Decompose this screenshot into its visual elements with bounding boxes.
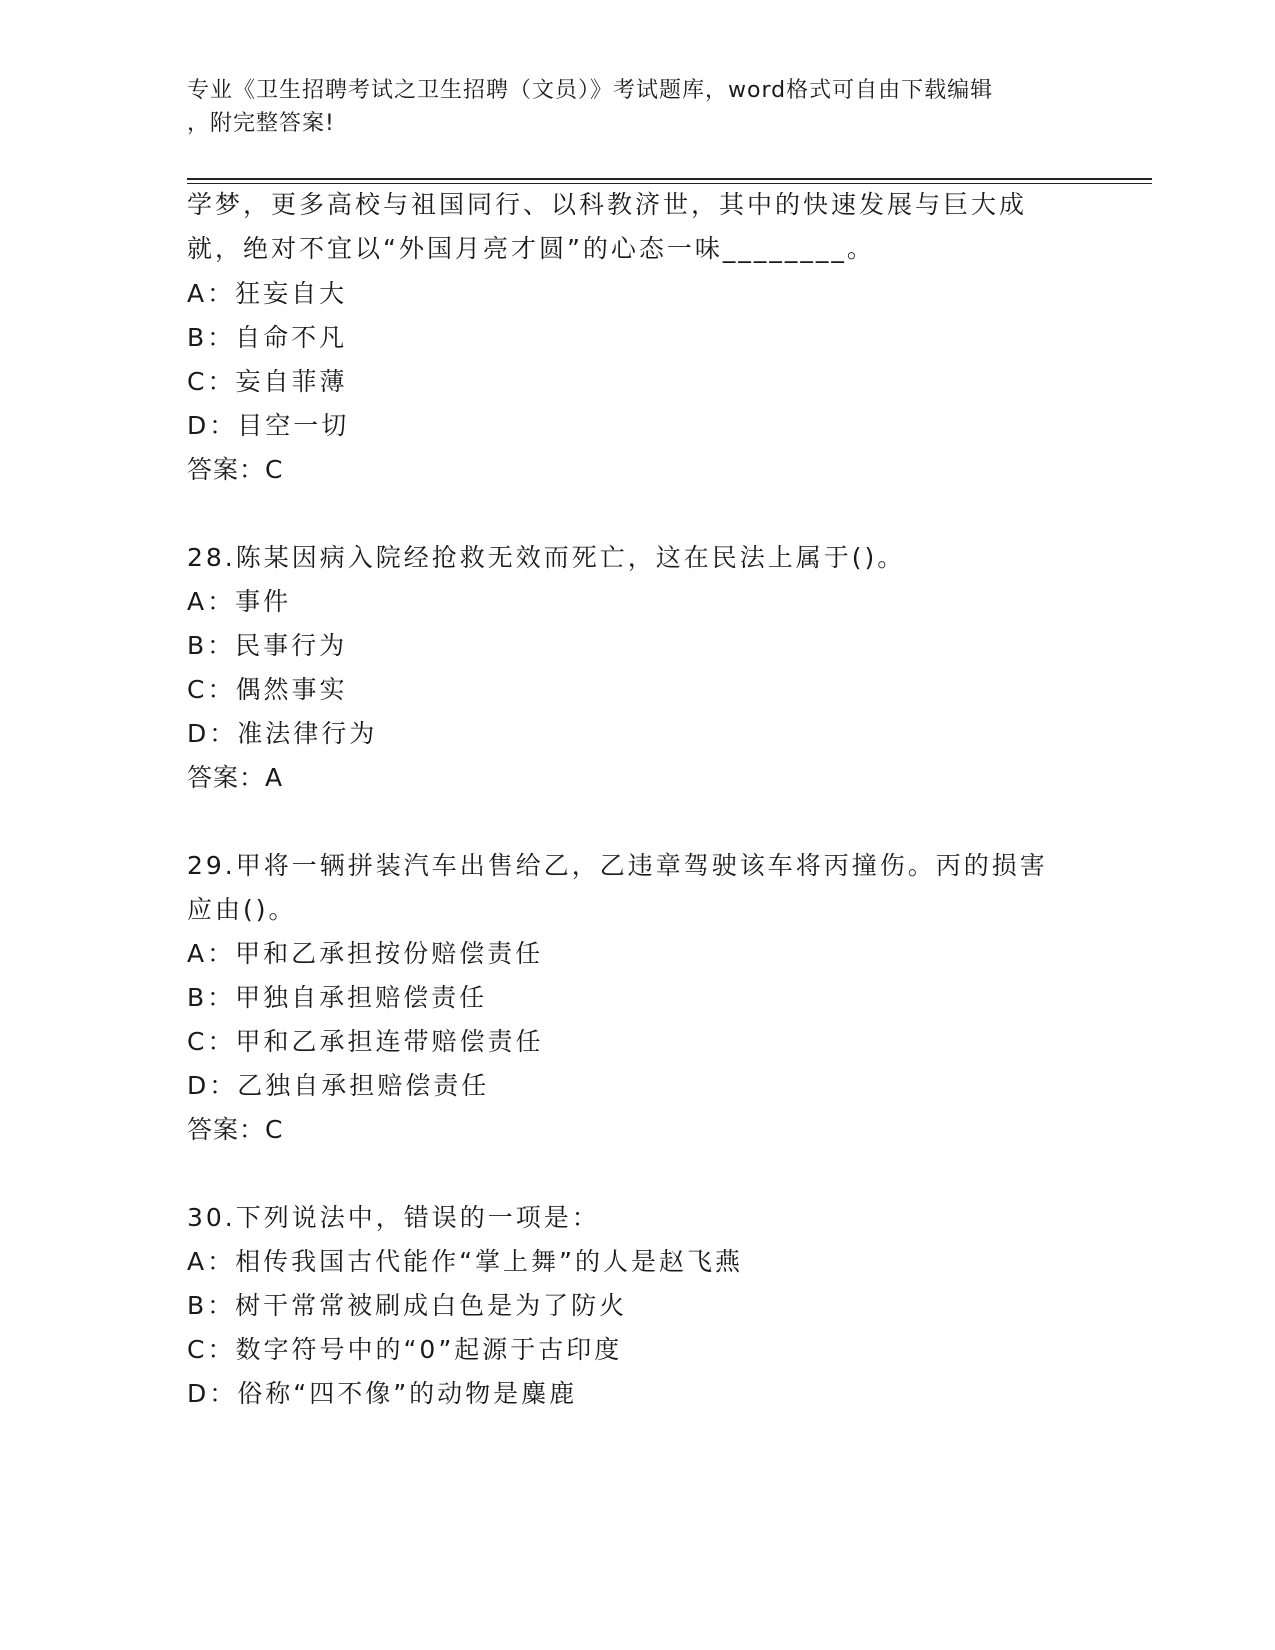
q28-option-d: D：准法律行为	[187, 719, 378, 748]
document-header	[187, 74, 1087, 140]
q29-option-a: A：甲和乙承担按份赔偿责任	[187, 939, 544, 968]
q27-option-b: B：自命不凡	[187, 323, 348, 352]
q28-option-b: B：民事行为	[187, 631, 348, 660]
q29-text-line-1: 29.甲将一辆拼装汽车出售给乙，乙违章驾驶该车将丙撞伤。丙的损害	[187, 851, 1048, 880]
q27-option-c: C：妄自菲薄	[187, 367, 348, 396]
q27-text-line-2: 就，绝对不宜以“外国月亮才圆”的心态一味________。	[187, 234, 875, 263]
q30-option-a: A：相传我国古代能作“掌上舞”的人是赵飞燕	[187, 1247, 744, 1276]
q30-option-c: C：数字符号中的“0”起源于古印度	[187, 1335, 623, 1364]
q27-option-a: A：狂妄自大	[187, 279, 348, 308]
header-line-2: ，附完整答案!	[187, 111, 335, 136]
q30-text-line-1: 30.下列说法中，错误的一项是：	[187, 1203, 600, 1232]
q29-text-line-2: 应由()。	[187, 895, 297, 924]
q28-answer: 答案：A	[187, 763, 284, 792]
q28-option-a: A：事件	[187, 587, 292, 616]
q28-option-c: C：偶然事实	[187, 675, 348, 704]
header-line-1: 专业《卫生招聘考试之卫生招聘（文员）》考试题库，word格式可自由下载编辑	[187, 78, 994, 103]
q27-option-d: D：目空一切	[187, 411, 350, 440]
q30-option-b: B：树干常常被刷成白色是为了防火	[187, 1291, 628, 1320]
q29-answer: 答案：C	[187, 1115, 284, 1144]
q30-option-d: D：俗称“四不像”的动物是麋鹿	[187, 1379, 578, 1408]
q27-text-line-1: 学梦，更多高校与祖国同行、以科教济世，其中的快速发展与巨大成	[187, 190, 1028, 219]
header-divider-thin	[187, 183, 1152, 184]
header-divider-thick	[187, 178, 1152, 180]
q29-option-c: C：甲和乙承担连带赔偿责任	[187, 1027, 544, 1056]
q29-option-d: D：乙独自承担赔偿责任	[187, 1071, 490, 1100]
q29-option-b: B：甲独自承担赔偿责任	[187, 983, 488, 1012]
q27-answer: 答案：C	[187, 455, 284, 484]
q28-text-line-1: 28.陈某因病入院经抢救无效而死亡，这在民法上属于()。	[187, 543, 906, 572]
